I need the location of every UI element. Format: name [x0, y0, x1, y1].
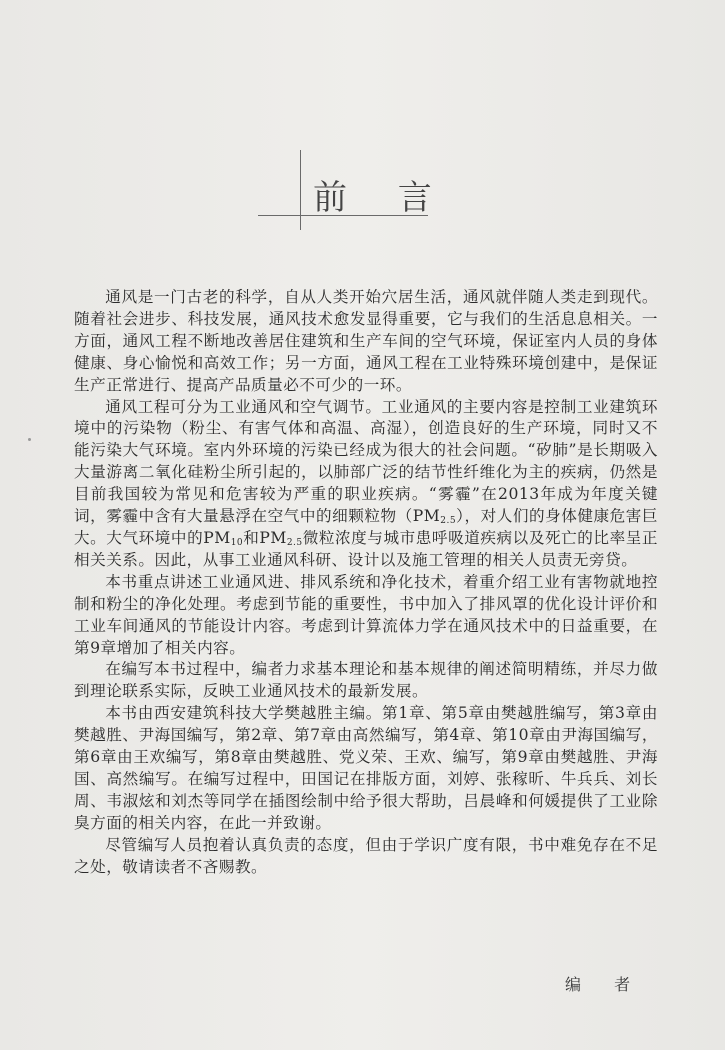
paragraph — [74, 835, 658, 879]
subscript: 2.5 — [440, 516, 457, 527]
margin-dot — [28, 438, 31, 441]
paragraph-text: 通风工程可分为工业通风和空气调节。工业通风的主要内容是控制工业建筑环境中的污染物（粉尘、有害气体和高温、高湿），创造良好的生产环境，同时又不能污染大气环境。室内外环境的污染已经成为很大的社会问题。“矽肺”是长期吸入大量游离二氧化硅粉尘所引起的，以肺部广泛的结节性纤维化为主的疾病，仍然是目前我国较为常见和危害较为严重的职业疾病。“雾霾”在2013年成为年度关键词，雾霾中含有大量悬浮在空气中的细颗粒物（PM — [74, 397, 658, 526]
paragraph — [74, 703, 658, 834]
paragraph-text: 微粒浓度与城市患呼吸道疾病以及死亡的比率呈正相关关系。因此，从事工业通风科研、设计以及施工管理的相关人员责无旁贷。 — [74, 528, 658, 569]
paragraph — [74, 572, 658, 660]
preface-body — [74, 287, 658, 878]
paragraph-text: 本书由西安建筑科技大学樊越胜主编。第1章、第5章由樊越胜编写，第3章由樊越胜、尹海国编写，第2章、第7章由高然编写，第4章、第10章由尹海国编写，第6章由王欢编写，第8章由樊越胜、党义荣、王欢、编写，第9章由樊越胜、尹海国、高然编写。在编写过程中，田国记在排版方面，刘婷、张稼昕、牛兵兵、刘长周、韦淑炫和刘杰等同学在插图绘制中给予很大帮助，吕晨峰和何媛提供了工业除臭方面的相关内容，在此一并致谢。 — [74, 704, 658, 832]
paragraph-text: ），对人们的身体健康危害巨大。大气环境中的PM — [74, 507, 658, 547]
paragraph-text: 和PM — [243, 528, 287, 547]
paragraph-text: 本书重点讲述工业通风进、排风系统和净化技术，着重介绍工业有害物就地控制和粉尘的净化处理。考虑到节能的重要性，书中加入了排风罩的优化设计评价和工业车间通风的节能设计内容。考虑到计算流体力学在通风技术中的日益重要，在第9章增加了相关内容。 — [74, 572, 658, 657]
paragraph — [74, 397, 658, 572]
title-vertical-rule — [300, 150, 301, 230]
paragraph-text: 在编写本书过程中，编者力求基本理论和基本规律的阐述简明精练，并尽力做到理论联系实际，反映工业通风技术的最新发展。 — [74, 660, 658, 701]
subscript: 10 — [230, 537, 244, 548]
title-block — [258, 150, 452, 230]
subscript: 2.5 — [286, 537, 303, 548]
paragraph-text: 尽管编写人员抱着认真负责的态度，但由于学识广度有限，书中难免存在不足之处，敬请读者不吝赐教。 — [74, 835, 658, 876]
signature: 编 者 — [565, 975, 645, 994]
paragraph — [74, 659, 658, 703]
page-title: 前 言 — [313, 178, 452, 218]
paragraph-text: 通风是一门古老的科学，自从人类开始穴居生活，通风就伴随人类走到现代。随着社会进步、科技发展，通风技术愈发显得重要，它与我们的生活息息相关。一方面，通风工程不断地改善居住建筑和生产车间的空气环境，保证室内人员的身体健康、身心愉悦和高效工作；另一方面，通风工程在工业特殊环境创建中，是保证生产正常进行、提高产品质量必不可少的一环。 — [74, 288, 658, 394]
paragraph — [74, 287, 658, 397]
